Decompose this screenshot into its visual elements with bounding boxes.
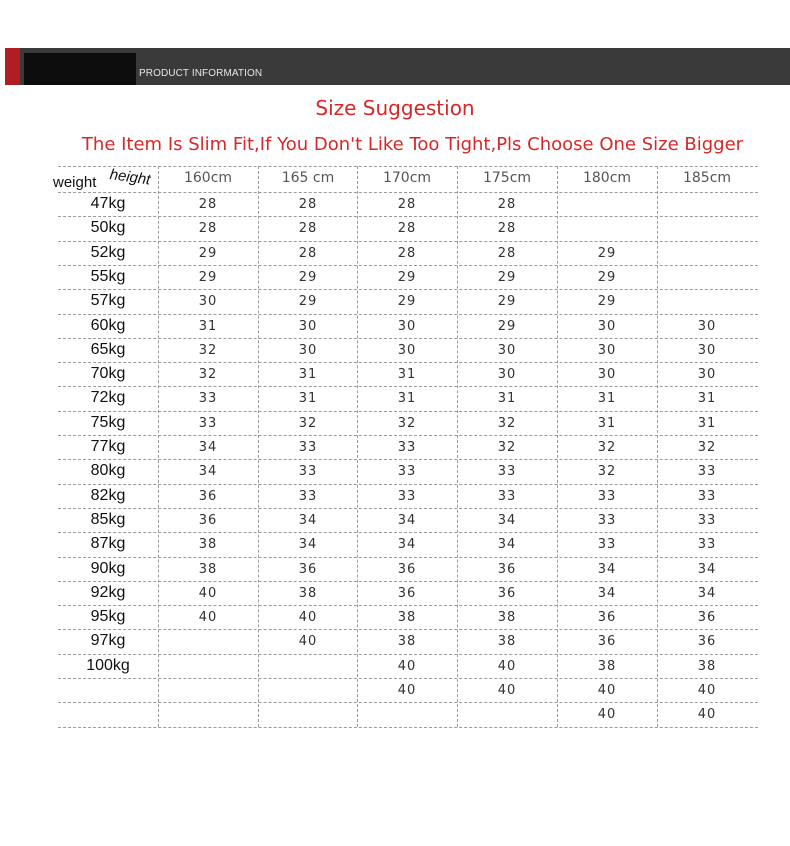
size-cell: 33 [397, 489, 417, 504]
size-cell: 28 [198, 221, 218, 236]
size-cell: 32 [497, 440, 517, 455]
size-cell: 38 [397, 634, 417, 649]
banner-label: PRODUCT INFORMATION [139, 68, 263, 79]
size-cell: 38 [497, 610, 517, 625]
size-cell: 33 [397, 440, 417, 455]
grid-row-line [58, 508, 758, 509]
size-cell: 36 [597, 634, 617, 649]
size-cell: 28 [497, 221, 517, 236]
weight-row-header: 60kg [90, 317, 126, 334]
grid-row-line [58, 386, 758, 387]
fit-note: The Item Is Slim Fit,If You Don't Like Too Tight,Pls Choose One Size Bigger [81, 134, 744, 155]
weight-row-header: 50kg [90, 219, 126, 236]
size-cell: 38 [697, 659, 717, 674]
size-cell: 31 [497, 391, 517, 406]
size-cell: 33 [298, 489, 318, 504]
size-cell: 34 [298, 513, 318, 528]
weight-row-header: 100kg [86, 657, 130, 674]
size-cell: 34 [497, 513, 517, 528]
size-cell: 36 [198, 513, 218, 528]
size-cell: 40 [697, 683, 717, 698]
grid-row-line [58, 166, 758, 167]
grid-row-line [58, 678, 758, 679]
size-cell: 29 [497, 270, 517, 285]
weight-row-header: 72kg [90, 389, 126, 406]
grid-row-line [58, 338, 758, 339]
size-cell: 33 [298, 440, 318, 455]
size-cell: 28 [497, 246, 517, 261]
size-cell: 29 [298, 270, 318, 285]
size-cell: 34 [497, 537, 517, 552]
size-cell: 36 [497, 562, 517, 577]
size-cell: 34 [198, 440, 218, 455]
size-cell: 30 [298, 343, 318, 358]
size-cell: 38 [198, 537, 218, 552]
size-cell: 40 [298, 610, 318, 625]
size-cell: 31 [597, 391, 617, 406]
height-column-header: 160cm [183, 170, 233, 186]
size-cell: 40 [597, 683, 617, 698]
size-cell: 31 [298, 367, 318, 382]
weight-row-header: 70kg [90, 365, 126, 382]
size-cell: 31 [697, 416, 717, 431]
grid-row-line [58, 241, 758, 242]
size-cell: 36 [298, 562, 318, 577]
height-column-header: 165 cm [281, 170, 335, 186]
size-cell: 33 [397, 464, 417, 479]
height-column-header: 175cm [482, 170, 532, 186]
size-cell: 30 [597, 343, 617, 358]
size-cell: 32 [397, 416, 417, 431]
size-cell: 33 [697, 513, 717, 528]
page-title: Size Suggestion [315, 96, 475, 120]
size-cell: 30 [198, 294, 218, 309]
size-cell: 40 [497, 659, 517, 674]
grid-row-line [58, 605, 758, 606]
weight-row-header: 92kg [90, 584, 126, 601]
size-cell: 33 [597, 489, 617, 504]
size-cell: 28 [397, 221, 417, 236]
weight-row-header: 87kg [90, 535, 126, 552]
height-column-header: 180cm [582, 170, 632, 186]
grid-row-line [58, 362, 758, 363]
size-cell: 28 [298, 221, 318, 236]
size-cell: 33 [298, 464, 318, 479]
size-cell: 40 [198, 610, 218, 625]
size-cell: 36 [597, 610, 617, 625]
size-cell: 32 [497, 416, 517, 431]
grid-row-line [58, 557, 758, 558]
size-cell: 30 [497, 367, 517, 382]
grid-row-line [58, 265, 758, 266]
grid-row-line [58, 532, 758, 533]
weight-row-header: 52kg [90, 244, 126, 261]
size-cell: 33 [497, 464, 517, 479]
size-cell: 30 [497, 343, 517, 358]
weight-row-header: 65kg [90, 341, 126, 358]
size-cell: 38 [597, 659, 617, 674]
size-cell: 29 [298, 294, 318, 309]
size-cell: 40 [497, 683, 517, 698]
size-cell: 31 [397, 367, 417, 382]
size-cell: 30 [298, 319, 318, 334]
grid-row-line [58, 314, 758, 315]
size-cell: 29 [597, 294, 617, 309]
size-cell: 40 [697, 707, 717, 722]
size-cell: 40 [298, 634, 318, 649]
size-cell: 32 [597, 440, 617, 455]
size-cell: 28 [298, 197, 318, 212]
grid-row-line [58, 192, 758, 193]
size-cell: 38 [397, 610, 417, 625]
weight-row-header: 97kg [90, 632, 126, 649]
grid-row-line [58, 629, 758, 630]
size-cell: 34 [597, 562, 617, 577]
size-cell: 30 [697, 367, 717, 382]
size-cell: 31 [697, 391, 717, 406]
grid-row-line [58, 435, 758, 436]
size-cell: 32 [298, 416, 318, 431]
size-cell: 36 [397, 562, 417, 577]
size-cell: 28 [497, 197, 517, 212]
size-cell: 36 [397, 586, 417, 601]
size-cell: 40 [597, 707, 617, 722]
size-cell: 29 [198, 246, 218, 261]
size-cell: 34 [198, 464, 218, 479]
weight-row-header: 75kg [90, 414, 126, 431]
weight-row-header: 47kg [90, 195, 126, 212]
size-cell: 34 [697, 586, 717, 601]
grid-row-line [58, 459, 758, 460]
grid-row-line [58, 702, 758, 703]
size-cell: 29 [198, 270, 218, 285]
size-cell: 32 [597, 464, 617, 479]
corner-height-label: height [108, 166, 152, 189]
size-cell: 40 [397, 683, 417, 698]
size-cell: 32 [697, 440, 717, 455]
weight-row-header: 80kg [90, 462, 126, 479]
grid-row-line [58, 654, 758, 655]
size-cell: 34 [397, 513, 417, 528]
size-cell: 36 [697, 610, 717, 625]
weight-row-header: 77kg [90, 438, 126, 455]
weight-row-header: 90kg [90, 560, 126, 577]
size-cell: 30 [597, 319, 617, 334]
size-cell: 29 [497, 294, 517, 309]
size-cell: 40 [397, 659, 417, 674]
size-cell: 29 [497, 319, 517, 334]
grid-row-line [58, 581, 758, 582]
weight-row-header: 55kg [90, 268, 126, 285]
grid-row-line [58, 216, 758, 217]
size-cell: 33 [597, 537, 617, 552]
grid-row-line [58, 289, 758, 290]
size-cell: 36 [497, 586, 517, 601]
height-column-header: 185cm [682, 170, 732, 186]
size-cell: 38 [198, 562, 218, 577]
size-cell: 33 [697, 489, 717, 504]
size-cell: 33 [697, 464, 717, 479]
size-cell: 28 [397, 197, 417, 212]
grid-row-line [58, 411, 758, 412]
size-cell: 31 [397, 391, 417, 406]
weight-row-header: 85kg [90, 511, 126, 528]
size-cell: 28 [397, 246, 417, 261]
size-cell: 34 [298, 537, 318, 552]
size-cell: 36 [198, 489, 218, 504]
size-cell: 30 [697, 343, 717, 358]
size-cell: 33 [597, 513, 617, 528]
size-cell: 31 [597, 416, 617, 431]
size-cell: 29 [397, 270, 417, 285]
weight-row-header: 82kg [90, 487, 126, 504]
size-cell: 33 [497, 489, 517, 504]
size-cell: 31 [298, 391, 318, 406]
grid-row-line [58, 484, 758, 485]
size-cell: 30 [597, 367, 617, 382]
size-cell: 30 [397, 319, 417, 334]
size-cell: 38 [298, 586, 318, 601]
size-cell: 38 [497, 634, 517, 649]
weight-row-header: 95kg [90, 608, 126, 625]
size-cell: 33 [198, 416, 218, 431]
size-cell: 29 [597, 270, 617, 285]
size-cell: 33 [198, 391, 218, 406]
size-cell: 32 [198, 343, 218, 358]
weight-row-header: 57kg [90, 292, 126, 309]
corner-weight-label: weight [53, 174, 97, 191]
size-cell: 29 [597, 246, 617, 261]
size-cell: 28 [198, 197, 218, 212]
size-cell: 32 [198, 367, 218, 382]
size-cell: 33 [697, 537, 717, 552]
size-cell: 30 [697, 319, 717, 334]
size-cell: 40 [198, 586, 218, 601]
size-cell: 34 [397, 537, 417, 552]
grid-row-line [58, 727, 758, 728]
size-cell: 34 [597, 586, 617, 601]
size-cell: 36 [697, 634, 717, 649]
size-cell: 30 [397, 343, 417, 358]
height-column-header: 170cm [382, 170, 432, 186]
size-cell: 31 [198, 319, 218, 334]
size-cell: 34 [697, 562, 717, 577]
size-cell: 28 [298, 246, 318, 261]
size-cell: 29 [397, 294, 417, 309]
